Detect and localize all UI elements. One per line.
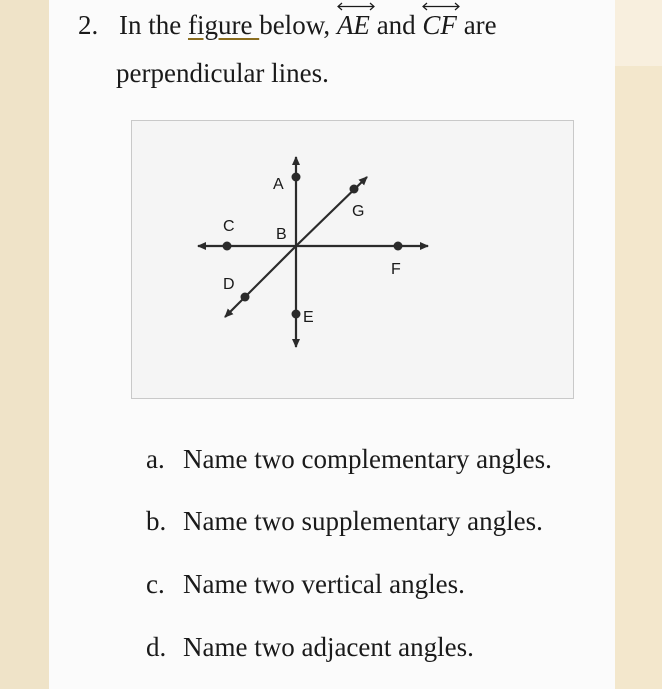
text-are: are: [463, 10, 497, 40]
question-letter: c.: [146, 569, 165, 599]
label-e: E: [303, 309, 314, 326]
double-arrow-icon: [421, 2, 461, 11]
question-a: [146, 442, 552, 476]
figure-diagram: [132, 121, 575, 400]
label-f: F: [391, 261, 401, 278]
label-a: A: [273, 176, 284, 193]
point-f: [394, 242, 403, 251]
question-text: Name two vertical angles.: [183, 569, 465, 599]
figure-link[interactable]: figure: [187, 10, 260, 40]
line-dg-lower: [225, 246, 296, 317]
line-cf-label: CF: [422, 10, 457, 40]
line-ae-label: AE: [336, 10, 370, 40]
label-d: D: [223, 276, 235, 293]
label-b: B: [276, 226, 287, 243]
question-b: [146, 504, 543, 538]
question-letter: d.: [146, 632, 167, 662]
question-text: Name two adjacent angles.: [183, 632, 474, 662]
question-letter: b.: [146, 506, 167, 536]
question-text: Name two complementary angles.: [183, 444, 552, 474]
strip-highlight: [615, 0, 662, 66]
question-letter: a.: [146, 444, 165, 474]
double-arrow-icon: [336, 2, 376, 11]
question-text: Name two supplementary angles.: [183, 506, 543, 536]
point-g: [350, 185, 359, 194]
label-c: C: [223, 218, 235, 235]
line-ae-notation: [337, 8, 370, 42]
line-cf-notation: [422, 8, 457, 42]
problem-statement-line-1: [78, 8, 497, 42]
point-a: [292, 173, 301, 182]
point-e: [292, 310, 301, 319]
geometry-figure: [131, 120, 574, 399]
point-d: [241, 293, 250, 302]
problem-number: 2.: [78, 10, 99, 40]
text-in-the: In the: [119, 10, 182, 40]
text-below: below,: [259, 10, 331, 40]
question-d: [146, 630, 474, 664]
question-c: [146, 567, 465, 601]
text-and: and: [376, 10, 416, 40]
label-g: G: [352, 203, 365, 220]
right-margin-strip: [615, 0, 662, 689]
problem-statement-line-2: perpendicular lines.: [116, 58, 329, 88]
point-c: [223, 242, 232, 251]
